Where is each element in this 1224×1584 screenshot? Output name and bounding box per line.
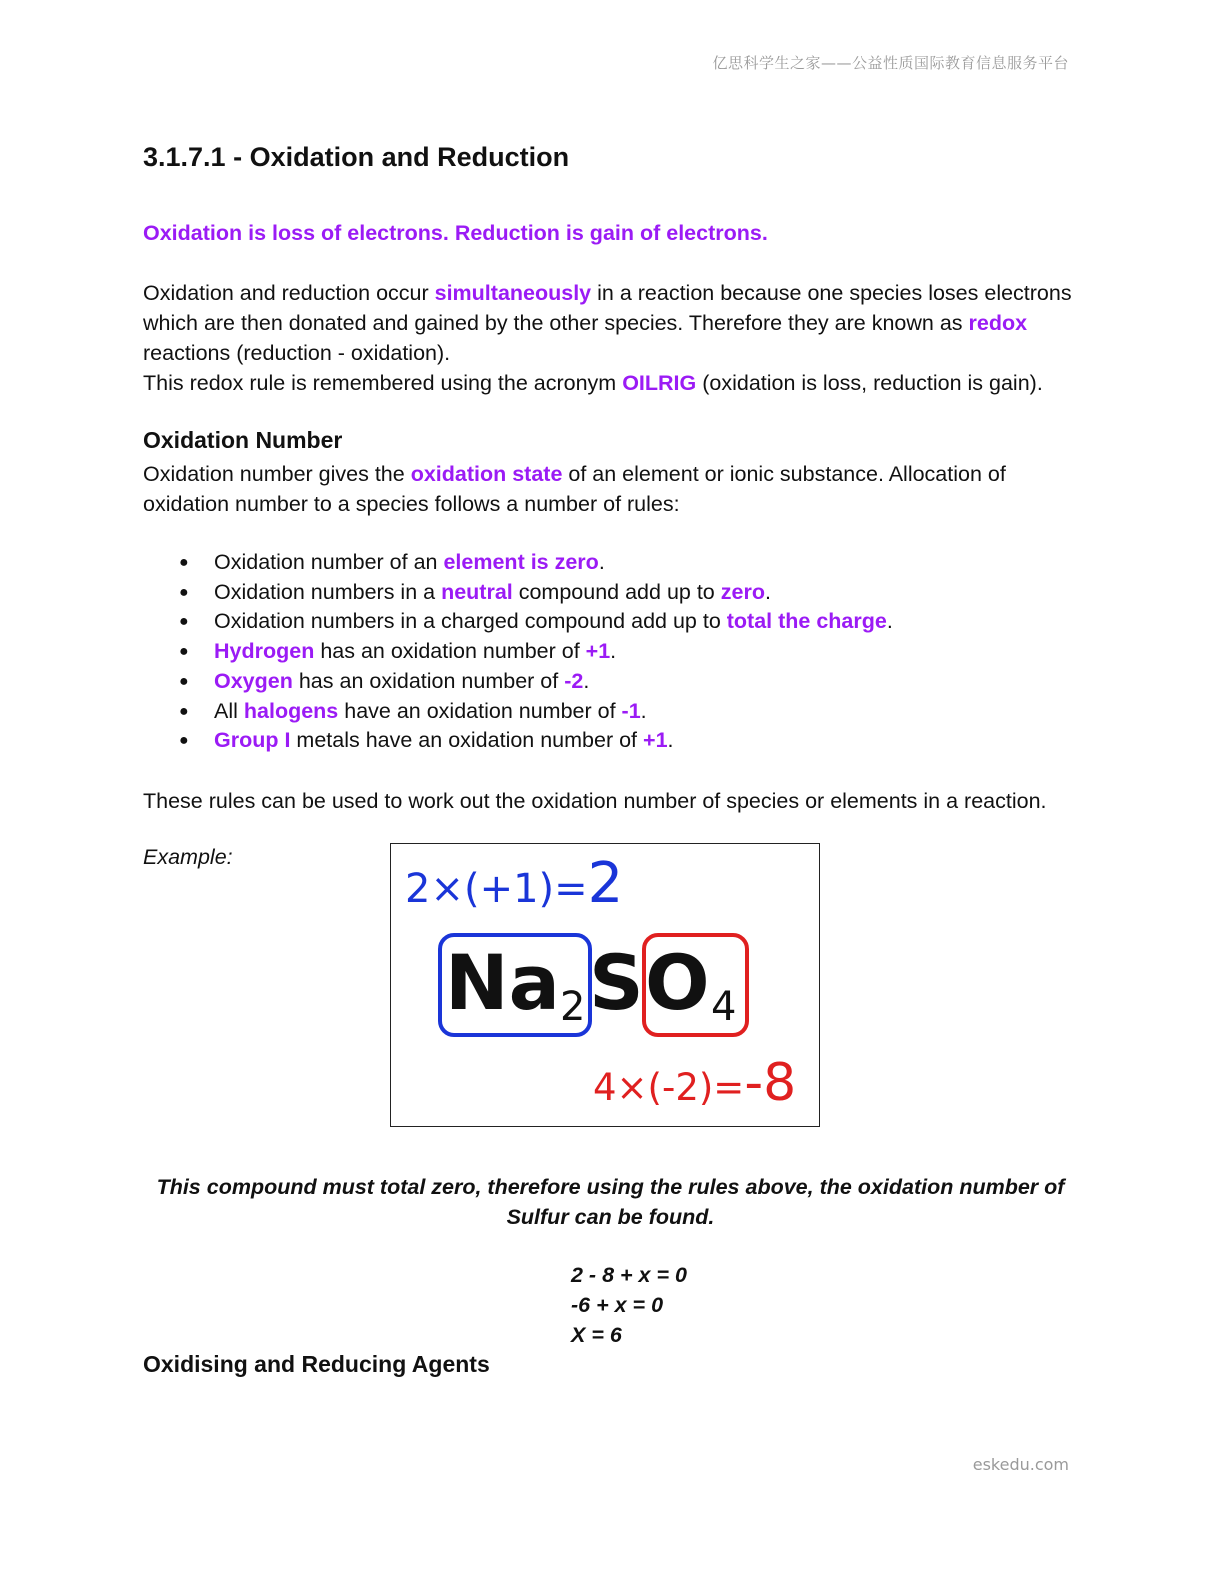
intro-text-5: (oxidation is loss, reduction is gain).: [696, 371, 1043, 395]
rule-item: [143, 578, 893, 608]
rule-highlight: -1: [621, 698, 641, 723]
example-label: Example:: [143, 845, 233, 869]
sodium-calc-result: 2: [587, 851, 624, 916]
rule-text: Oxidation number of an: [214, 550, 444, 574]
rule-item: [143, 607, 893, 637]
intro-text-1: Oxidation and reduction occur: [143, 281, 435, 305]
rule-item: [143, 726, 893, 756]
rule-highlight: zero: [720, 579, 765, 604]
rule-highlight: total the charge: [726, 609, 887, 634]
rule-item: [143, 548, 893, 578]
equation-line: X = 6: [571, 1323, 622, 1347]
rule-item: [143, 637, 893, 667]
highlight-oxidation-state: oxidation state: [410, 462, 563, 486]
rule-highlight: -2: [564, 668, 584, 693]
page-footer-site: eskedu.com: [972, 1455, 1069, 1474]
intro-text-2: in a reaction because one species loses electrons which are then donated and gained by the other species. Therefore they are known as: [143, 281, 1072, 335]
example-figure: [390, 843, 820, 1127]
highlight-simultaneously: simultaneously: [434, 281, 592, 305]
page-title: 3.1.7.1 - Oxidation and Reduction: [143, 142, 570, 172]
example-caption: This compound must total zero, therefore using the rules above, the oxidation number of Sulfur can be found.: [156, 1175, 1065, 1229]
intro-paragraph: [143, 278, 1078, 398]
rule-text: .: [640, 698, 647, 723]
formula-s: S: [589, 938, 644, 1027]
highlight-redox: redox: [968, 311, 1028, 335]
rule-highlight: +1: [643, 728, 668, 753]
bullet-icon: ●: [179, 613, 189, 631]
rule-highlight: Hydrogen: [214, 639, 315, 664]
oxnum-text-1: Oxidation number gives the: [143, 462, 411, 486]
oxidation-number-heading: Oxidation Number: [143, 427, 343, 453]
formula-o: O: [645, 938, 710, 1027]
highlight-oilrig: OILRIG: [622, 371, 697, 395]
rule-text: metals have an oxidation number of: [290, 728, 644, 753]
bullet-icon: ●: [179, 672, 189, 690]
oxygen-calc-result: -8: [744, 1053, 797, 1113]
bullet-icon: ●: [179, 643, 189, 661]
rule-highlight: Oxygen: [214, 668, 293, 693]
rule-highlight: element is zero: [443, 550, 599, 574]
rule-highlight: neutral: [441, 579, 513, 604]
sodium-calc-expression: 2×(+1)=: [405, 866, 588, 912]
oxygen-calc-text: [593, 1053, 796, 1113]
equation-line: 2 - 8 + x = 0: [571, 1263, 687, 1287]
rule-highlight: +1: [585, 639, 611, 664]
bullet-icon: ●: [179, 554, 189, 571]
bullet-icon: ●: [179, 583, 189, 601]
formula-na-subscript: 2: [560, 984, 586, 1030]
lead-statement: Oxidation is loss of electrons. Reduction is gain of electrons.: [143, 221, 768, 245]
rule-text: have an oxidation number of: [338, 698, 622, 723]
rule-text: .: [610, 639, 617, 664]
sodium-calc-text: [405, 851, 623, 916]
formula-na: Na: [445, 938, 560, 1027]
rule-highlight: halogens: [243, 698, 339, 723]
equation-line: -6 + x = 0: [571, 1293, 664, 1317]
rule-text: All: [214, 698, 244, 723]
agents-heading: Oxidising and Reducing Agents: [143, 1351, 490, 1377]
rule-text: .: [764, 579, 771, 604]
intro-text-3: reactions (reduction - oxidation).: [143, 341, 451, 365]
rule-text: compound add up to: [512, 579, 721, 604]
bullet-icon: ●: [179, 702, 189, 720]
formula-o-subscript: 4: [711, 984, 737, 1030]
oxidation-number-paragraph: [143, 459, 1078, 519]
rule-item: [143, 667, 893, 697]
rule-item: [143, 697, 893, 727]
rule-text: has an oxidation number of: [292, 668, 565, 693]
na2so4-diagram: [391, 844, 818, 1125]
rule-highlight: Group I: [214, 728, 291, 753]
rule-text: has an oxidation number of: [314, 639, 586, 664]
conclusion-paragraph: These rules can be used to work out the oxidation number of species or elements in a reaction.: [143, 789, 1047, 813]
intro-text-4: This redox rule is remembered using the acronym: [143, 371, 623, 395]
oxnum-text-2: of an element or ionic substance. Allocation of oxidation number to a species follows a number of rules:: [143, 462, 1006, 516]
page-header-watermark: 亿思科学生之家——公益性质国际教育信息服务平台: [712, 54, 1069, 72]
rule-text: .: [886, 609, 893, 634]
bullet-icon: ●: [179, 732, 189, 750]
rule-text: .: [667, 728, 674, 753]
rule-text: .: [598, 550, 605, 574]
rules-list: [143, 548, 893, 756]
rule-text: Oxidation numbers in a charged compound add up to: [214, 609, 727, 634]
oxygen-calc-expression: 4×(-2)=: [593, 1066, 745, 1109]
sulfur-equations: [571, 1260, 687, 1350]
rule-text: Oxidation numbers in a: [214, 579, 442, 604]
rule-text: .: [583, 668, 590, 693]
